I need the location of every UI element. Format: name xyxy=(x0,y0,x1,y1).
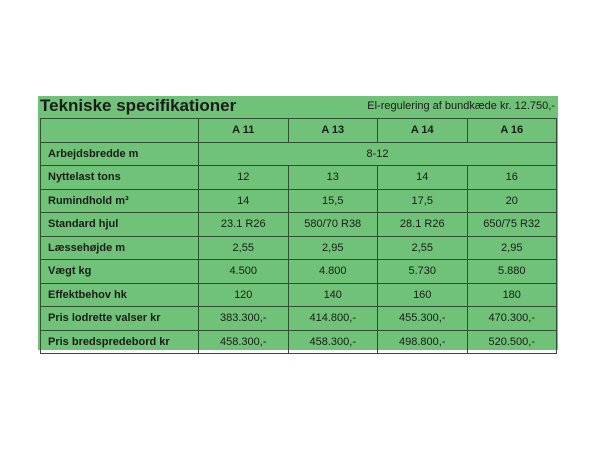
table-row xyxy=(41,330,557,354)
spec-panel xyxy=(38,96,558,350)
spec-table xyxy=(40,118,557,354)
row-label: Effektbehov hk xyxy=(41,283,199,307)
table-cell: 520.500,- xyxy=(467,330,557,354)
table-row xyxy=(41,307,557,331)
table-cell: 120 xyxy=(199,283,289,307)
table-cell: 14 xyxy=(378,166,468,190)
table-row xyxy=(41,166,557,190)
table-cell: 580/70 R38 xyxy=(288,213,378,237)
row-label: Pris bredspredebord kr xyxy=(41,330,199,354)
table-header-row xyxy=(41,119,557,143)
price-note: El-regulering af bundkæde kr. 12.750,- xyxy=(367,100,555,112)
table-row xyxy=(41,213,557,237)
table-cell: 650/75 R32 xyxy=(467,213,557,237)
row-label: Vægt kg xyxy=(41,260,199,284)
table-cell: 180 xyxy=(467,283,557,307)
table-cell: 20 xyxy=(467,189,557,213)
spec-title: Tekniske specifikationer xyxy=(40,96,237,115)
table-cell: 4.500 xyxy=(199,260,289,284)
table-cell: 17,5 xyxy=(378,189,468,213)
table-cell: 140 xyxy=(288,283,378,307)
table-cell: 2,55 xyxy=(378,236,468,260)
table-cell: 2,95 xyxy=(288,236,378,260)
header-empty-cell xyxy=(41,119,199,143)
table-cell: 5.730 xyxy=(378,260,468,284)
column-header: A 13 xyxy=(288,119,378,143)
table-cell: 15,5 xyxy=(288,189,378,213)
row-label: Standard hjul xyxy=(41,213,199,237)
table-cell: 458.300,- xyxy=(288,330,378,354)
table-cell: 455.300,- xyxy=(378,307,468,331)
row-label: Pris lodrette valser kr xyxy=(41,307,199,331)
table-row xyxy=(41,142,557,166)
table-row xyxy=(41,283,557,307)
row-label: Læssehøjde m xyxy=(41,236,199,260)
table-cell: 160 xyxy=(378,283,468,307)
table-cell: 13 xyxy=(288,166,378,190)
table-cell: 2,55 xyxy=(199,236,289,260)
table-cell: 498.800,- xyxy=(378,330,468,354)
table-row xyxy=(41,260,557,284)
table-cell: 5.880 xyxy=(467,260,557,284)
table-row xyxy=(41,189,557,213)
table-cell: 28.1 R26 xyxy=(378,213,468,237)
row-label: Arbejdsbredde m xyxy=(41,142,199,166)
column-header: A 11 xyxy=(199,119,289,143)
table-cell: 470.300,- xyxy=(467,307,557,331)
column-header: A 14 xyxy=(378,119,468,143)
row-label: Nyttelast tons xyxy=(41,166,199,190)
table-cell: 4.800 xyxy=(288,260,378,284)
table-cell: 23.1 R26 xyxy=(199,213,289,237)
table-cell: 458.300,- xyxy=(199,330,289,354)
table-cell: 14 xyxy=(199,189,289,213)
column-header: A 16 xyxy=(467,119,557,143)
table-cell: 16 xyxy=(467,166,557,190)
table-cell: 12 xyxy=(199,166,289,190)
table-cell: 2,95 xyxy=(467,236,557,260)
table-cell: 414.800,- xyxy=(288,307,378,331)
table-cell: 383.300,- xyxy=(199,307,289,331)
row-label: Rumindhold m³ xyxy=(41,189,199,213)
table-row xyxy=(41,236,557,260)
merged-cell: 8-12 xyxy=(199,142,557,166)
